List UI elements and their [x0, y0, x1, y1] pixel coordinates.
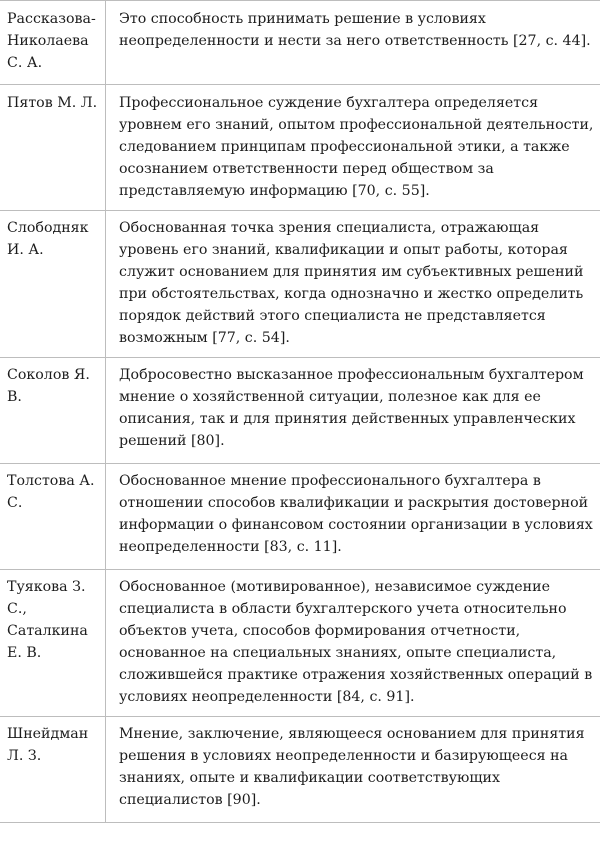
- definition-cell: Это способность принимать решение в условиях неопределенности и нести за него ответственность [27, с. 44].: [106, 1, 600, 85]
- table-row: [0, 570, 600, 717]
- author-cell: Толстова А. С.: [0, 464, 106, 570]
- author-cell: Слободняк И. А.: [0, 211, 106, 358]
- definition-cell: Добросовестно высказанное профессиональным бухгалтером мнение о хозяйственной ситуации, полезное как для ее описания, так и для принятия действенных управленческих решений [80].: [106, 358, 600, 464]
- table-row: [0, 211, 600, 358]
- table-row: [0, 1, 600, 85]
- definition-cell: Обоснованное мнение профессионального бухгалтера в отношении способов квалификации и раскрытия достоверной информации о финансовом состоянии организации в условиях неопределенности [83, с. 11].: [106, 464, 600, 570]
- definition-cell: Обоснованное (мотивированное), независимое суждение специалиста в области бухгалтерского учета относительно объектов учета, способов формирования отчетности, основанное на специальных знаниях, опыте специалиста, сложившейся практике отражения хозяйственных операций в условиях неопределенности [84, с. 91].: [106, 570, 600, 717]
- author-cell: Туякова З. С., Саталкина Е. В.: [0, 570, 106, 717]
- table-row: [0, 85, 600, 211]
- definition-cell: Профессиональное суждение бухгалтера определяется уровнем его знаний, опытом профессиональной деятельности, следованием принципам профессиональной этики, а также осознанием ответственности перед обществом за представляемую информацию [70, с. 55].: [106, 85, 600, 211]
- author-cell: Пятов М. Л.: [0, 85, 106, 211]
- table-row: [0, 464, 600, 570]
- definition-cell: Обоснованная точка зрения специалиста, отражающая уровень его знаний, квалификации и опыт работы, которая служит основанием для принятия им субъективных решений при обстоятельствах, когда однозначно и жестко определить порядок действий этого специалиста не представляется возможным [77, с. 54].: [106, 211, 600, 358]
- author-cell: Шнейдман Л. З.: [0, 717, 106, 823]
- table-row: [0, 358, 600, 464]
- author-cell: Соколов Я. В.: [0, 358, 106, 464]
- author-cell: Рассказова-Николаева С. А.: [0, 1, 106, 85]
- definition-cell: Мнение, заключение, являющееся основанием для принятия решения в условиях неопределенности и базирующееся на знаниях, опыте и квалификации соответствующих специалистов [90].: [106, 717, 600, 823]
- table-row: [0, 717, 600, 823]
